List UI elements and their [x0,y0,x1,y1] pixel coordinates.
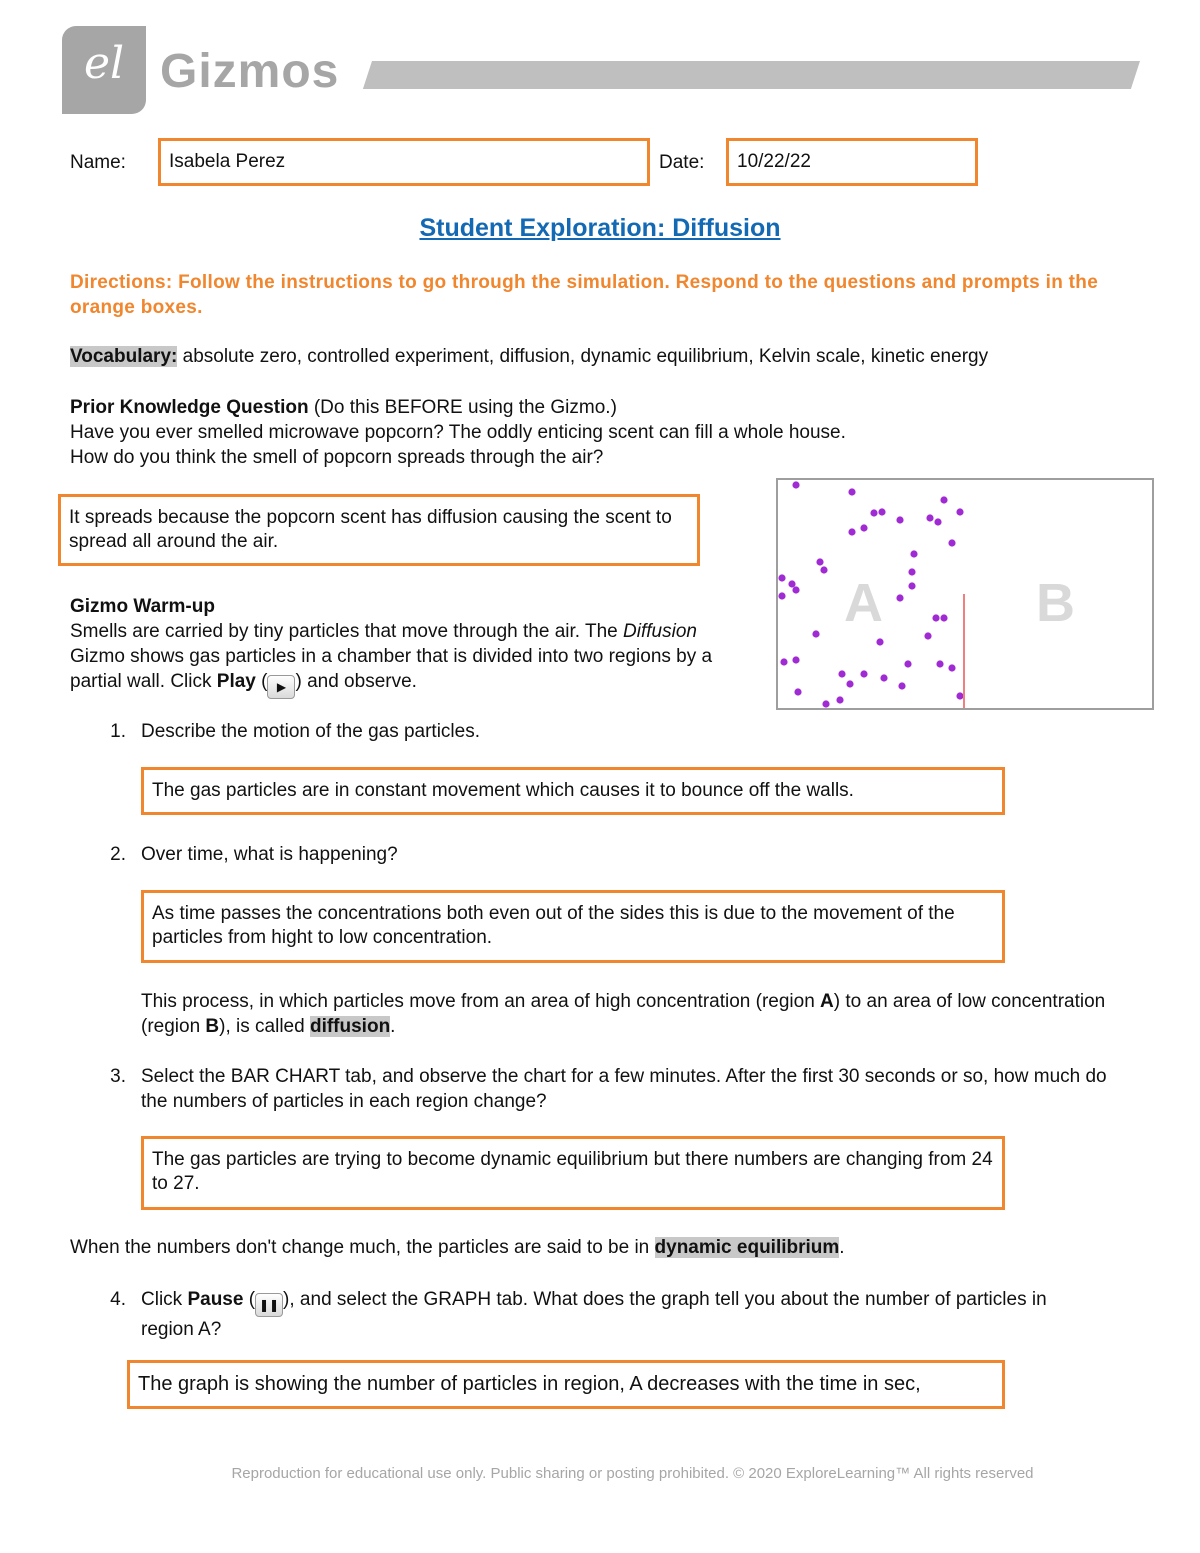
gas-particle [870,509,877,516]
question-1-text: Describe the motion of the gas particles. [141,721,481,742]
equilibrium-b: . [839,1237,845,1258]
gas-particle [792,656,799,663]
question-2-answer-box[interactable] [141,890,1005,963]
warmup [70,594,740,699]
gas-particle [936,660,943,667]
question-4-answer-box[interactable] [127,1360,1005,1409]
process-region-b: B [205,1016,220,1037]
question-4-text-b: ( [243,1289,256,1310]
process-c: ), is called [219,1016,310,1037]
gas-particle [794,688,801,695]
brand-name: Gizmos [160,45,340,98]
gas-particle [932,614,939,621]
gas-particle [956,508,963,515]
warmup-text-italic: Diffusion [623,621,697,642]
gas-particle [848,488,855,495]
gas-particle [860,524,867,531]
name-label: Name: [70,152,126,173]
warmup-text-c: ( [255,671,268,692]
footer-copyright: Reproduction for educational use only. Public sharing or posting prohibited. © 2020 ExploreLearning™ All rights reserved [231,1465,1034,1482]
question-1-answer: The gas particles are in constant movement which causes it to bounce off the walls. [152,780,854,801]
gas-particle [948,539,955,546]
vocabulary-text: absolute zero, controlled experiment, diffusion, dynamic equilibrium, Kelvin scale, kinetic energy [177,346,989,367]
prior-knowledge-heading: Prior Knowledge Question [70,397,309,418]
gas-particle [896,594,903,601]
gas-particle [848,528,855,535]
question-4-number: 4. [110,1289,126,1310]
play-icon: ▶ [267,675,295,699]
gas-particle [846,680,853,687]
gas-particle [904,660,911,667]
gas-particle [778,592,785,599]
gas-particle [792,586,799,593]
gas-particle [788,580,795,587]
gas-particle [880,674,887,681]
question-2-text: Over time, what is happening? [141,844,398,865]
simulation-canvas [778,480,1152,708]
directions: Directions: Follow the instructions to go through the simulation. Respond to the questions and prompts in the orange boxes. [70,272,1099,318]
question-2-answer: As time passes the concentrations both even out of the sides this is due to the movement of the particles from hight to low concentration. [152,903,955,948]
process-a: This process, in which particles move from an area of high concentration (region [141,991,821,1012]
question-2-number: 2. [110,844,126,865]
play-word: Play [216,671,256,692]
gas-particle [896,516,903,523]
gas-particle [924,632,931,639]
warmup-text-a: Smells are carried by tiny particles that move through the air. The [70,621,624,642]
gas-particle [948,664,955,671]
explorelearning-logo-icon: el [83,38,125,89]
name-value: Isabela Perez [169,151,286,172]
gas-particle [898,682,905,689]
process-b: ) to an area of low concentration (region [141,991,1106,1037]
question-3-answer: The gas particles are trying to become dynamic equilibrium but there numbers are changing from 24 to 27. [152,1149,993,1194]
page-title: Student Exploration: Diffusion [419,214,781,242]
prior-knowledge-note: (Do this BEFORE using the Gizmo.) [308,397,617,418]
region-a-label: A [844,573,883,633]
question-4-answer: The graph is showing the number of particles in region, A decreases with the time in sec, [138,1373,921,1395]
vocabulary [70,344,1150,369]
question-3-answer-box[interactable] [141,1136,1005,1210]
prior-knowledge-line2: How do you think the smell of popcorn spreads through the air? [70,447,604,468]
gas-particle [908,568,915,575]
question-4-text [141,1287,1101,1342]
header-decorative-bar [363,61,1140,89]
prior-knowledge-line1: Have you ever smelled microwave popcorn? The oddly enticing scent can fill a whole house. [70,422,846,443]
process-d: . [390,1016,396,1037]
gas-particle [956,692,963,699]
gas-particle [816,558,823,565]
equilibrium-a: When the numbers don't change much, the particles are said to be in [70,1237,655,1258]
dynamic-equilibrium-term: dynamic equilibrium [654,1237,840,1258]
warmup-text-d: ) and observe. [295,671,417,692]
date-field[interactable] [726,138,978,186]
gas-particle [780,658,787,665]
gas-particle [820,566,827,573]
question-3-number: 3. [110,1066,126,1087]
question-4-text-a: Click [141,1289,188,1310]
gas-particle [934,518,941,525]
gas-particle [792,481,799,488]
equilibrium-statement [70,1235,1150,1260]
gas-particle [778,574,785,581]
question-4-text-c: ), and select the GRAPH tab. What does the graph tell you about the number of particles in region A? [141,1289,1047,1340]
gas-particle [822,700,829,707]
prior-knowledge-answer: It spreads because the popcorn scent has diffusion causing the scent to spread all around the air. [69,507,672,552]
diffusion-explanation [141,989,1121,1039]
gas-particle [860,670,867,677]
warmup-text-b: Gizmo shows gas particles in a chamber that is divided into two regions by a partial wall. Click [70,646,713,692]
region-b-label: B [1036,573,1075,633]
name-field[interactable] [158,138,650,186]
prior-knowledge-answer-box[interactable] [58,494,700,566]
gas-particle [926,514,933,521]
gas-particle [876,638,883,645]
gas-particle [940,614,947,621]
gas-particle [836,696,843,703]
gas-particle [910,550,917,557]
process-region-a: A [820,991,834,1012]
pause-word: Pause [187,1289,244,1310]
date-value: 10/22/22 [737,151,811,172]
pause-icon: ❚❚ [255,1293,283,1317]
prior-knowledge [70,395,1150,470]
date-label: Date: [659,152,705,173]
gas-particle [908,582,915,589]
diffusion-simulation [776,478,1154,710]
question-1-answer-box[interactable] [141,767,1005,815]
diffusion-term: diffusion [309,1016,391,1037]
gas-particle [812,630,819,637]
question-1-number: 1. [110,721,126,742]
question-3-text: Select the BAR CHART tab, and observe the chart for a few minutes. After the first 30 seconds or so, how much do the numbers of particles in each region change? [141,1066,1107,1112]
gas-particle [878,508,885,515]
gas-particle [838,670,845,677]
warmup-heading: Gizmo Warm-up [70,596,215,617]
gas-particle [940,496,947,503]
vocabulary-label: Vocabulary: [70,346,178,367]
